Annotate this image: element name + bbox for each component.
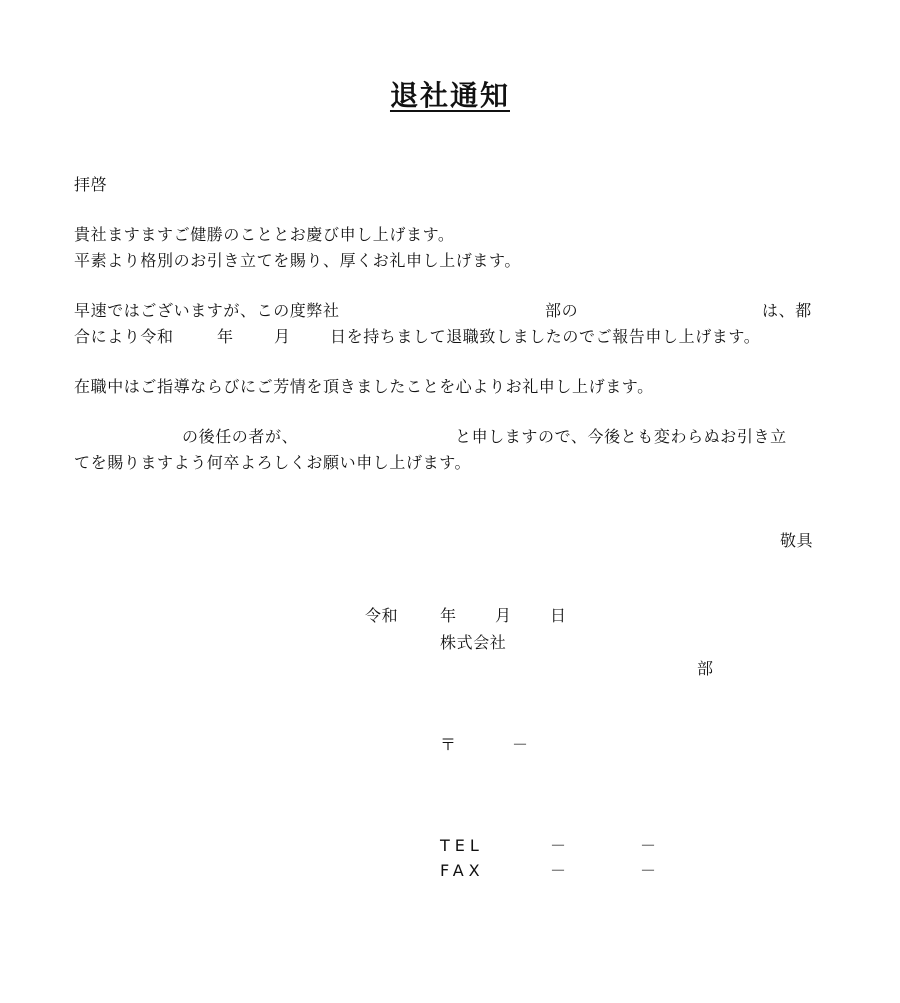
fax-dash-1: － <box>550 861 567 880</box>
date-month: 月 <box>495 606 512 625</box>
successor-line-2: てを賜りますよう何卒よろしくお願い申し上げます。 <box>74 453 472 472</box>
announcement-year: 年 <box>217 327 234 346</box>
greeting-line-1: 貴社ますますご健勝のこととお慶び申し上げます。 <box>74 225 455 244</box>
successor-line-1-a: の後任の者が、 <box>182 427 299 446</box>
announcement-line-2-d: 日を持ちまして退職致しましたのでご報告申し上げます。 <box>330 327 761 346</box>
document-title: 退社通知 <box>389 79 510 112</box>
salutation: 拝啓 <box>74 175 108 194</box>
tel-dash-2: － <box>640 836 657 855</box>
announcement-line-1-a: 早速ではございますが、この度弊社 <box>74 301 340 320</box>
date-day: 日 <box>550 606 567 625</box>
announcement-month: 月 <box>274 327 291 346</box>
tel-dash-1: － <box>550 836 567 855</box>
closing: 敬具 <box>780 531 814 550</box>
greeting-line-2: 平素より格別のお引き立てを賜り、厚くお礼申し上げます。 <box>74 251 521 270</box>
fax-label: FAX <box>440 861 485 880</box>
announcement-line-1-c: は、都 <box>762 301 812 320</box>
announcement-line-2-a: 合により令和 <box>74 327 174 346</box>
date-era: 令和 <box>365 606 399 625</box>
sender-company: 株式会社 <box>440 633 507 652</box>
sender-department: 部 <box>697 659 714 678</box>
announcement-line-1-b: 部の <box>545 301 579 320</box>
successor-line-1-b: と申しますので、今後とも変わらぬお引き立 <box>455 427 787 446</box>
fax-dash-2: － <box>640 861 657 880</box>
postal-dash: － <box>512 735 529 754</box>
thanks-line: 在職中はご指導ならびにご芳情を頂きましたことを心よりお礼申し上げます。 <box>74 377 654 396</box>
tel-label: TEL <box>440 836 484 855</box>
postal-mark: 〒 <box>440 735 457 754</box>
date-year: 年 <box>440 606 457 625</box>
